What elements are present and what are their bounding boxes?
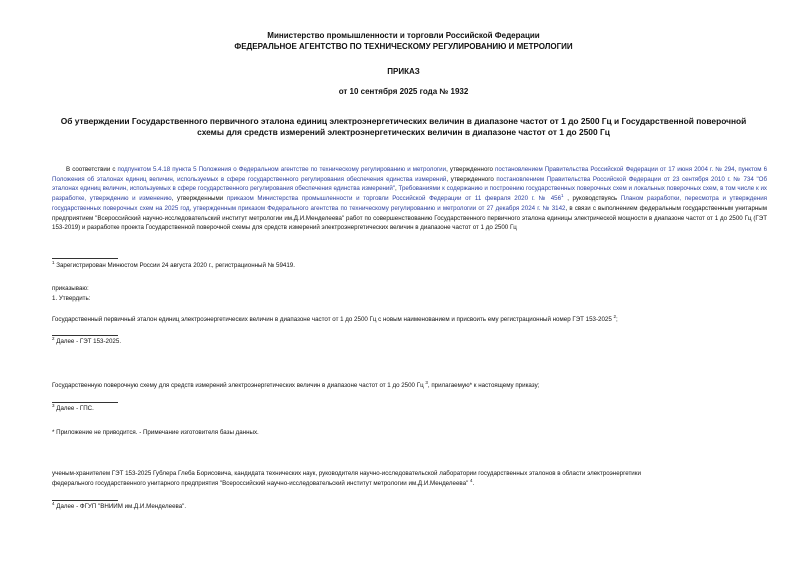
text: , утвержденного bbox=[446, 175, 497, 183]
text: , bbox=[395, 185, 399, 193]
item-1: 1. Утвердить: bbox=[52, 295, 91, 302]
ministry-name: Министерство промышленности и торговли Российской Федерации bbox=[267, 31, 540, 40]
link-government-decree-734[interactable]: постановлением Правительства Российской Федерации от 23 сентября 2010 г. № 734 "Об эталонах единиц величин, используемых в сфере государственного регулирования обеспечения единства измерений" bbox=[52, 175, 767, 193]
gps-paragraph bbox=[52, 379, 540, 390]
footnote-2-text: Далее - ГЭТ 153-2025. bbox=[56, 338, 122, 345]
footnote-1-mark: 1 bbox=[52, 259, 55, 265]
footnote-divider bbox=[52, 402, 118, 403]
footnote-4-mark: 4 bbox=[52, 500, 55, 506]
footnote-2 bbox=[52, 335, 122, 346]
gps-text: Государственную поверочную схему для средств измерений электроэнергетических величин в диапазоне частот от 1 до 2500 Гц bbox=[52, 382, 424, 389]
gps-tail: , прилагаемую* к настоящему приказу; bbox=[427, 382, 540, 389]
doc-title-line-2: схемы для средств измерений электроэнергетических величин в диапазоне частот от 1 до 2500 Гц bbox=[197, 127, 610, 137]
link-etalon-regulation[interactable]: пунктом 6 Положения об эталонах единиц величин, используемых в сфере государственного регулирования обеспечения единства измерений bbox=[52, 166, 768, 183]
text: , утвержденного bbox=[446, 166, 496, 173]
doc-title-line-1: Об утверждении Государственного первичного эталона единиц электроэнергетических величин в диапазоне частот от 1 до 2500 Гц и Государственной поверочной bbox=[60, 116, 747, 126]
doc-date-number: от 10 сентября 2025 года № 1932 bbox=[338, 87, 469, 96]
link-requirements[interactable]: Требованиями к содержанию и построению государственных поверочных схем и локальных поверочных схем, в том числе к их разработке, утверждению и изменению bbox=[52, 185, 768, 203]
keeper-line-2-text: федерального государственного унитарного предприятия "Всероссийский научно-исследовательский институт метрологии им.Д.И.Менделеева" bbox=[52, 480, 469, 487]
doc-type: ПРИКАЗ bbox=[387, 67, 420, 76]
footnote-1-text: Зарегистрирован Минюстом России 24 августа 2020 г., регистрационный № 59419. bbox=[56, 262, 295, 269]
text: , в связи с выполнением федеральным государственным унитарным предприятием "Всероссийский научно-исследовательский институт метрологии им.Д.И.Менделеева" работ по совершенствованию Государственного первичного эталона единицы электрической мощности в диапазоне частот от 1 до 2500 Гц (ГЭТ 153-2019) и разработке проекта Государственной поверочной схемы для средств измерений электроэнергетических величин в диапазоне частот от 1 до 2500 Гц bbox=[52, 204, 768, 232]
footnote-divider bbox=[52, 500, 118, 501]
link-government-decree-294[interactable]: постановлением Правительства Российской Федерации от 17 июня 2004 г. № 294 bbox=[495, 166, 735, 173]
footnote-ref-3[interactable]: 3 bbox=[425, 379, 428, 385]
text: , утвержденными bbox=[171, 195, 227, 203]
footnote-ref-1[interactable]: 1 bbox=[561, 193, 564, 199]
footnote-4 bbox=[52, 500, 187, 511]
footnote-3-text: Далее - ГПС. bbox=[56, 405, 94, 412]
footnote-divider bbox=[52, 335, 118, 336]
footnote-divider bbox=[52, 258, 118, 259]
link-minpromtorg-order-456[interactable]: приказом Министерства промышленности и торговли Российской Федерации от 11 февраля 2020 г. № 456 bbox=[226, 195, 562, 203]
text: , руководствуясь bbox=[563, 195, 621, 203]
footnote-ref-2[interactable]: 2 bbox=[613, 313, 617, 319]
footnote-3-mark: 3 bbox=[52, 402, 55, 408]
doc-title bbox=[40, 116, 767, 138]
footnote-3 bbox=[52, 402, 94, 413]
keeper-line-1: ученым-хранителем ГЭТ 153-2025 Гублера Глеба Борисовича, кандидата технических наук, руководителя научно-исследовательской лаборатории государственных эталонов в области электроэнергетики bbox=[52, 470, 641, 477]
footnote-2-mark: 2 bbox=[52, 335, 55, 341]
database-note: * Приложение не приводится. - Примечание изготовителя базы данных. bbox=[52, 429, 259, 436]
footnote-1 bbox=[52, 259, 295, 270]
preamble-paragraph bbox=[52, 165, 767, 233]
agency-name: ФЕДЕРАЛЬНОЕ АГЕНТСТВО ПО ТЕХНИЧЕСКОМУ РЕГУЛИРОВАНИЮ И МЕТРОЛОГИИ bbox=[234, 42, 573, 51]
link-rosstandart-regulation[interactable]: подпунктом 5.4.18 пункта 5 Положения о Федеральном агентстве по техническому регулированию и метрологии bbox=[117, 166, 447, 173]
etalon-text: Государственный первичный эталон единиц электроэнергетических величин в диапазоне частот от 1 до 2500 Гц с новым наименованием и присвоить ему регистрационный номер ГЭТ 153-2025 bbox=[52, 316, 612, 323]
keeper-line-2: федерального государственного унитарного предприятия "Всероссийский научно-исследовательский институт метрологии им.Д.И.Менделеева" $^4$. bbox=[52, 477, 475, 487]
etalon-paragraph: Государственный первичный эталон единиц электроэнергетических величин в диапазоне частот от 1 до 2500 Гц с новым наименованием и присвоить ему регистрационный номер ГЭТ 153-2025 $^2$; bbox=[52, 313, 618, 323]
text: В соответствии с bbox=[66, 166, 118, 173]
text: , bbox=[734, 166, 739, 173]
footnote-4-text: Далее - ФГУП "ВНИИМ им.Д.И.Менделеева". bbox=[56, 503, 187, 510]
footnote-ref-4[interactable]: 4 bbox=[470, 477, 473, 483]
prikazyvayu: приказываю: bbox=[52, 285, 89, 292]
link-plan-2025[interactable]: Планом разработки, пересмотра и утверждения государственных поверочных схем на 2025 год, утвержденным приказом Федерального агентства по техническому регулированию и метрологии от 27 декабря 2024 г. № 3142 bbox=[52, 195, 768, 212]
